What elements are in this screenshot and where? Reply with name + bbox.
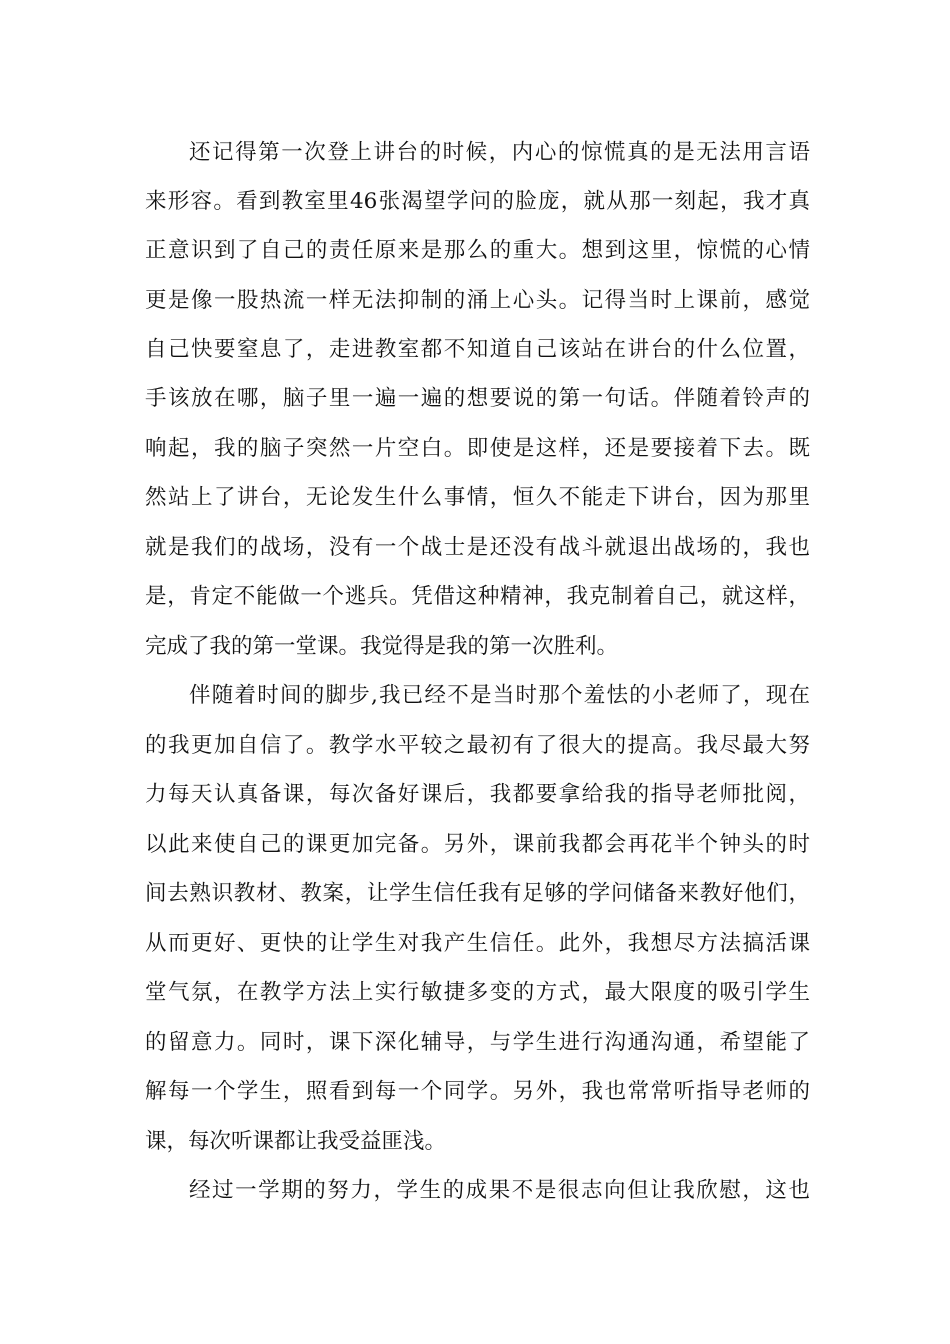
text-line: 来形容。看到教室里46张渴望学问的脸庞，就从那一刻起，我才真 <box>145 189 810 214</box>
text-line: 的我更加自信了。教学水平较之最初有了很大的提高。我尽最大努 <box>145 733 810 758</box>
text-line: 从而更好、更快的让学生对我产生信任。此外，我想尽方法搞活课 <box>145 931 810 956</box>
text-line: 然站上了讲台，无论发生什么事情，恒久不能走下讲台，因为那里 <box>145 485 810 510</box>
text-line: 手该放在哪，脑子里一遍一遍的想要说的第一句话。伴随着铃声的 <box>145 386 810 411</box>
text-line: 正意识到了自己的责任原来是那么的重大。想到这里，惊慌的心情 <box>145 238 810 263</box>
text-line: 经过一学期的努力，学生的成果不是很志向但让我欣慰，这也 <box>189 1178 810 1203</box>
text-line: 的留意力。同时，课下深化辅导，与学生进行沟通沟通，希望能了 <box>145 1030 810 1055</box>
text-line: 是，肯定不能做一个逃兵。凭借这种精神，我克制着自己，就这样， <box>145 584 810 609</box>
text-line: 力每天认真备课，每次备好课后，我都要拿给我的指导老师批阅， <box>145 782 810 807</box>
text-line: 完成了我的第一堂课。我觉得是我的第一次胜利。 <box>145 634 619 659</box>
text-line: 自己快要窒息了，走进教室都不知道自己该站在讲台的什么位置， <box>145 337 810 362</box>
text-line: 以此来使自己的课更加完备。另外，课前我都会再花半个钟头的时 <box>145 832 810 857</box>
text-line: 堂气氛，在教学方法上实行敏捷多变的方式，最大限度的吸引学生 <box>145 980 810 1005</box>
text-line: 响起，我的脑子突然一片空白。即使是这样，还是要接着下去。既 <box>145 436 810 461</box>
text-line: 伴随着时间的脚步,我已经不是当时那个羞怯的小老师了，现在 <box>189 683 810 708</box>
text-line: 解每一个学生，照看到每一个同学。另外，我也常常听指导老师的 <box>145 1079 810 1104</box>
text-line: 就是我们的战场，没有一个战士是还没有战斗就退出战场的，我也 <box>145 535 810 560</box>
text-line: 还记得第一次登上讲台的时候，内心的惊慌真的是无法用言语 <box>189 140 810 165</box>
text-line: 课，每次听课都让我受益匪浅。 <box>145 1129 447 1154</box>
text-line: 间去熟识教材、教案，让学生信任我有足够的学问储备来教好他们， <box>145 881 810 906</box>
text-line: 更是像一股热流一样无法抑制的涌上心头。记得当时上课前，感觉 <box>145 288 810 313</box>
